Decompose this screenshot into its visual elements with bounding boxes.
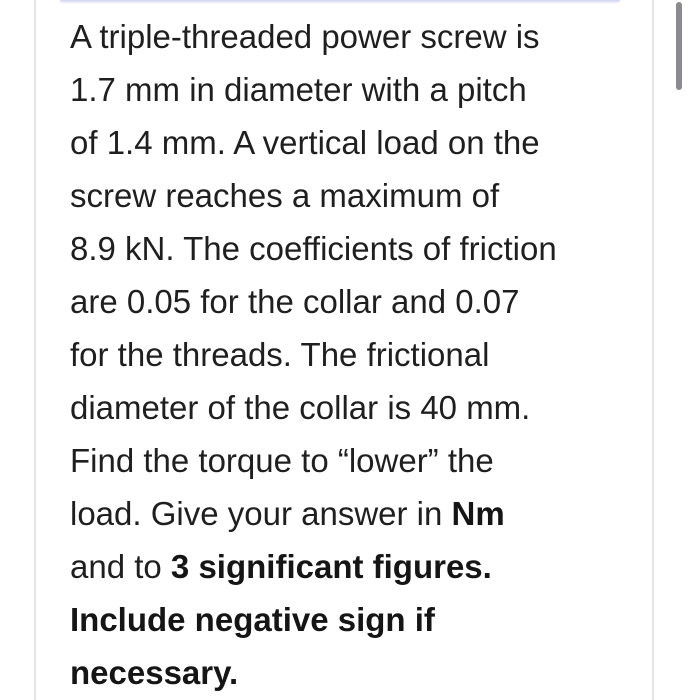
answer-unit-prefix: load. Give your answer in [70,495,452,532]
question-line: screw reaches a maximum of [70,177,500,214]
question-line: of 1.4 mm. A vertical load on the [70,124,540,161]
necessary-text: necessary. [70,654,239,691]
question-line [70,487,630,540]
sig-figs-prefix: and to [70,548,171,585]
negative-sign-instruction: Include negative sign if [70,601,435,638]
scrollbar-track[interactable] [670,0,688,700]
question-line: 8.9 kN. The coefficients of friction [70,230,557,267]
question-line: diameter of the collar is 40 mm. [70,389,531,426]
question-line [70,540,630,593]
question-line: 1.7 mm in diameter with a pitch [70,71,527,108]
question-text [70,10,630,699]
question-line: are 0.05 for the collar and 0.07 [70,283,520,320]
card-top-shadow [60,0,620,4]
scrollbar-thumb[interactable] [676,2,682,90]
question-line: A triple-threaded power screw is [70,18,540,55]
question-line: for the threads. The frictional [70,336,490,373]
sig-figs-instruction: 3 significant figures. [170,548,492,585]
question-line: Find the torque to “lower” the [70,442,494,479]
answer-unit: Nm [451,495,505,532]
